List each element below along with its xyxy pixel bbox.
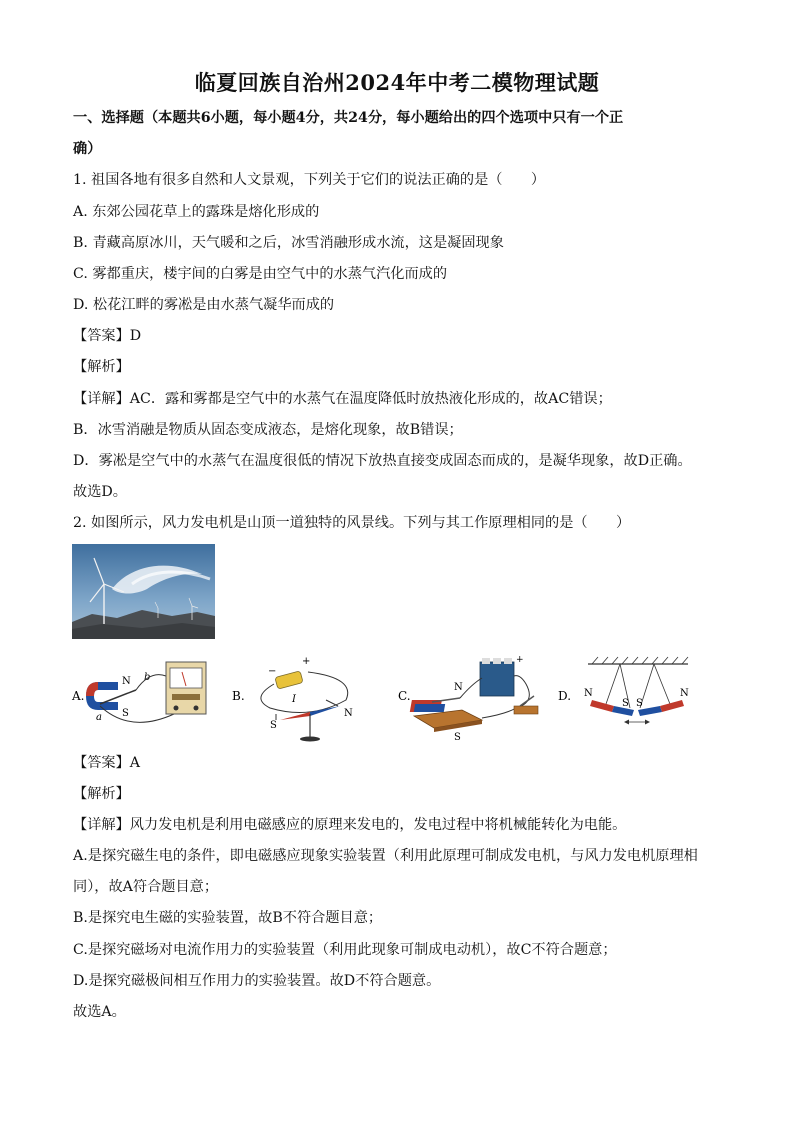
svg-text:S: S bbox=[122, 708, 129, 719]
q1-answer: 【答案】D bbox=[73, 328, 142, 344]
q2-detail-5: D.是探究磁极间相互作用力的实验装置。故D不符合题意。 bbox=[73, 973, 441, 989]
svg-text:+: + bbox=[516, 655, 524, 665]
figure-option-a bbox=[70, 654, 220, 744]
q1-option-d: D. 松花江畔的雾凇是由水蒸气凝华而成的 bbox=[73, 297, 335, 313]
svg-text:I: I bbox=[292, 694, 296, 705]
q1-analysis: 【解析】 bbox=[73, 359, 130, 375]
q2-stem: 2. 如图所示，风力发电机是山顶一道独特的风景线。下列与其工作原理相同的是（ ） bbox=[73, 515, 631, 531]
wind-turbine-image bbox=[72, 544, 215, 639]
svg-text:S: S bbox=[454, 732, 461, 743]
q1-option-b: B. 青藏高原冰川，天气暖和之后，冰雪消融形成水流，这是凝固现象 bbox=[73, 235, 504, 251]
q1-detail-2: B．冰雪消融是物质从固态变成液态，是熔化现象，故B错误； bbox=[73, 422, 463, 438]
q1-conclusion: 故选D。 bbox=[73, 484, 127, 500]
svg-text:S: S bbox=[622, 698, 629, 709]
svg-text:+: + bbox=[302, 656, 311, 667]
q2-answer: 【答案】A bbox=[73, 755, 140, 771]
q2-detail-4: C.是探究磁场对电流作用力的实验装置（利用此现象可制成电动机），故C不符合题意； bbox=[73, 942, 617, 958]
magnetic-poles-interaction-diagram bbox=[558, 654, 698, 744]
section-heading: 一、选择题（本题共6小题，每小题4分，共24分，每小题给出的四个选项中只有一个正 bbox=[73, 110, 624, 126]
svg-text:a: a bbox=[96, 712, 102, 723]
label-option-c: C. bbox=[398, 689, 411, 703]
svg-text:N: N bbox=[680, 688, 689, 699]
q1-detail-3: D．雾凇是空气中的水蒸气在温度很低的情况下放热直接变成固态而成的，是凝华现象，故D正确。 bbox=[73, 453, 692, 469]
svg-text:b: b bbox=[144, 672, 151, 683]
electromagnetic-induction-diagram bbox=[70, 654, 220, 744]
oersted-experiment-diagram bbox=[230, 654, 370, 744]
svg-text:S: S bbox=[636, 698, 643, 709]
svg-text:−: − bbox=[268, 666, 277, 677]
section-heading-cont: 确） bbox=[73, 141, 102, 157]
label-option-d: D. bbox=[558, 689, 572, 703]
q1-option-c: C. 雾都重庆，楼宇间的白雾是由空气中的水蒸气汽化而成的 bbox=[73, 266, 448, 282]
q2-conclusion: 故选A。 bbox=[73, 1004, 126, 1020]
q1-detail-1: 【详解】AC．露和雾都是空气中的水蒸气在温度降低时放热液化形成的，故AC错误； bbox=[73, 391, 612, 407]
svg-text:N: N bbox=[454, 682, 463, 693]
q1-stem: 1. 祖国各地有很多自然和人文景观，下列关于它们的说法正确的是（ ） bbox=[73, 172, 546, 188]
q2-detail-3: B.是探究电生磁的实验装置，故B不符合题目意； bbox=[73, 910, 383, 926]
label-option-a: A. bbox=[72, 689, 85, 703]
q1-option-a: A. 东郊公园花草上的露珠是熔化形成的 bbox=[73, 204, 320, 220]
q2-detail-2b: 同），故A符合题目意； bbox=[73, 879, 219, 895]
q2-detail-2a: A.是探究磁生电的条件，即电磁感应现象实验装置（利用此原理可制成发电机，与风力发电机原理相 bbox=[73, 848, 698, 864]
label-option-b: B. bbox=[232, 689, 245, 703]
q2-analysis: 【解析】 bbox=[73, 786, 130, 802]
q2-detail-1: 【详解】风力发电机是利用电磁感应的原理来发电的，发电过程中将机械能转化为电能。 bbox=[73, 817, 627, 833]
motor-principle-diagram bbox=[396, 654, 556, 744]
svg-text:N: N bbox=[122, 676, 131, 687]
svg-text:S: S bbox=[270, 720, 277, 731]
figure-option-b bbox=[230, 654, 370, 744]
figure-option-c bbox=[396, 654, 556, 744]
wind-turbine-photo bbox=[72, 544, 215, 639]
figure-option-d bbox=[558, 654, 698, 744]
svg-text:N: N bbox=[344, 708, 353, 719]
svg-text:N: N bbox=[584, 688, 593, 699]
page-title: 临夏回族自治州2024年中考二模物理试题 bbox=[194, 70, 600, 95]
